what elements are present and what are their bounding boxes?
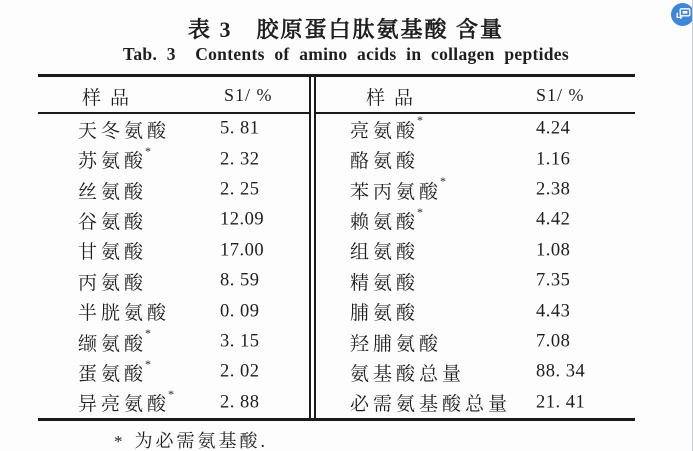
table-row	[316, 114, 635, 144]
table-row	[316, 144, 635, 174]
table-left-half	[38, 77, 309, 418]
amino-acid-name: 精氨酸	[350, 272, 420, 294]
amino-acid-name: 异亮氨酸*	[78, 387, 175, 416]
amino-acid-name: 丝氨酸	[78, 181, 148, 203]
amino-acid-value: 7.35	[536, 270, 571, 291]
table-header-right	[316, 77, 635, 114]
table-body-left	[38, 114, 309, 418]
table-title-en: Tab. 3 Contents of amino acids in collagen peptides	[123, 44, 569, 64]
table-row	[38, 144, 309, 174]
amino-acid-name: 丙氨酸	[78, 272, 148, 294]
amino-acid-value: 2. 32	[220, 149, 260, 170]
amino-acid-name: 组氨酸	[350, 242, 420, 264]
table-row	[38, 114, 309, 144]
essential-marker: *	[417, 113, 424, 128]
amino-acid-value: 3. 15	[220, 331, 260, 352]
table-row	[38, 327, 309, 357]
amino-acid-name: 蛋氨酸*	[78, 356, 152, 385]
amino-acid-name: 氨基酸总量	[350, 363, 466, 385]
amino-acid-value: 88. 34	[536, 361, 586, 382]
amino-acid-name: 缬氨酸*	[78, 326, 152, 355]
table-row	[38, 266, 309, 296]
table-row	[316, 205, 635, 235]
amino-acid-name: 半胱氨酸	[78, 303, 171, 325]
amino-acid-value: 17.00	[220, 240, 265, 261]
table-row	[38, 357, 309, 387]
table-body-right	[316, 114, 635, 418]
amino-acid-name: 必需氨基酸总量	[350, 394, 512, 416]
essential-marker: *	[145, 326, 152, 341]
amino-acid-name: 脯氨酸	[350, 303, 420, 325]
footnote-asterisk: *	[114, 432, 123, 451]
table-row	[316, 327, 635, 357]
amino-acid-value: 0. 09	[220, 301, 260, 322]
amino-acid-name: 谷氨酸	[78, 211, 148, 233]
amino-acid-value: 1.16	[536, 149, 571, 170]
table-row	[316, 388, 635, 418]
essential-marker: *	[145, 143, 152, 158]
table-row	[316, 296, 635, 326]
amino-acid-value: 7.08	[536, 331, 571, 352]
header-sample-label: 样品	[82, 88, 139, 109]
amino-acid-value: 8. 59	[220, 270, 260, 291]
table-footnote	[114, 427, 268, 451]
amino-acid-value: 4.43	[536, 301, 571, 322]
table-row	[316, 236, 635, 266]
header-sample-label: 样品	[366, 88, 423, 109]
amino-acid-name: 羟脯氨酸	[350, 333, 443, 355]
table-header-left	[38, 77, 309, 114]
amino-acid-value: 2.38	[536, 179, 571, 200]
amino-acid-value: 2. 25	[220, 179, 260, 200]
table-title-zh: 表 3 胶原蛋白肽氨基酸 含量	[187, 17, 504, 42]
amino-acid-value: 2. 88	[220, 392, 260, 413]
amino-acid-name: 赖氨酸*	[350, 204, 424, 233]
essential-marker: *	[440, 174, 447, 189]
amino-acid-value: 4.42	[536, 209, 571, 230]
table-row	[38, 296, 309, 326]
amino-acid-name: 甘氨酸	[78, 242, 148, 264]
amino-acid-name: 天冬氨酸	[78, 120, 171, 142]
double-rule-divider	[309, 77, 316, 418]
amino-acid-value: 12.09	[220, 209, 265, 230]
amino-acid-value: 1.08	[536, 240, 571, 261]
table-row	[316, 175, 635, 205]
header-value-label: S1/ %	[224, 85, 273, 105]
table-row	[38, 175, 309, 205]
table-row	[38, 205, 309, 235]
amino-acid-name: 亮氨酸*	[350, 113, 424, 142]
amino-acid-value: 21. 41	[536, 392, 586, 413]
essential-marker: *	[168, 387, 175, 402]
table-row	[38, 388, 309, 418]
amino-acid-table	[38, 74, 635, 421]
amino-acid-name: 苯丙氨酸*	[350, 174, 447, 203]
table-row	[38, 236, 309, 266]
screenshot-extension-icon[interactable]	[671, 3, 693, 26]
amino-acid-value: 2. 02	[220, 361, 260, 382]
amino-acid-value: 4.24	[536, 118, 571, 139]
essential-marker: *	[145, 356, 152, 371]
amino-acid-value: 5. 81	[220, 118, 260, 139]
header-value-label: S1/ %	[536, 85, 585, 105]
table-right-half	[316, 77, 635, 418]
footnote-text: 为必需氨基酸.	[134, 431, 268, 451]
amino-acid-name: 苏氨酸*	[78, 143, 152, 173]
amino-acid-name: 酪氨酸	[350, 151, 420, 173]
table-row	[316, 266, 635, 296]
table-row	[316, 357, 635, 387]
essential-marker: *	[417, 204, 424, 219]
